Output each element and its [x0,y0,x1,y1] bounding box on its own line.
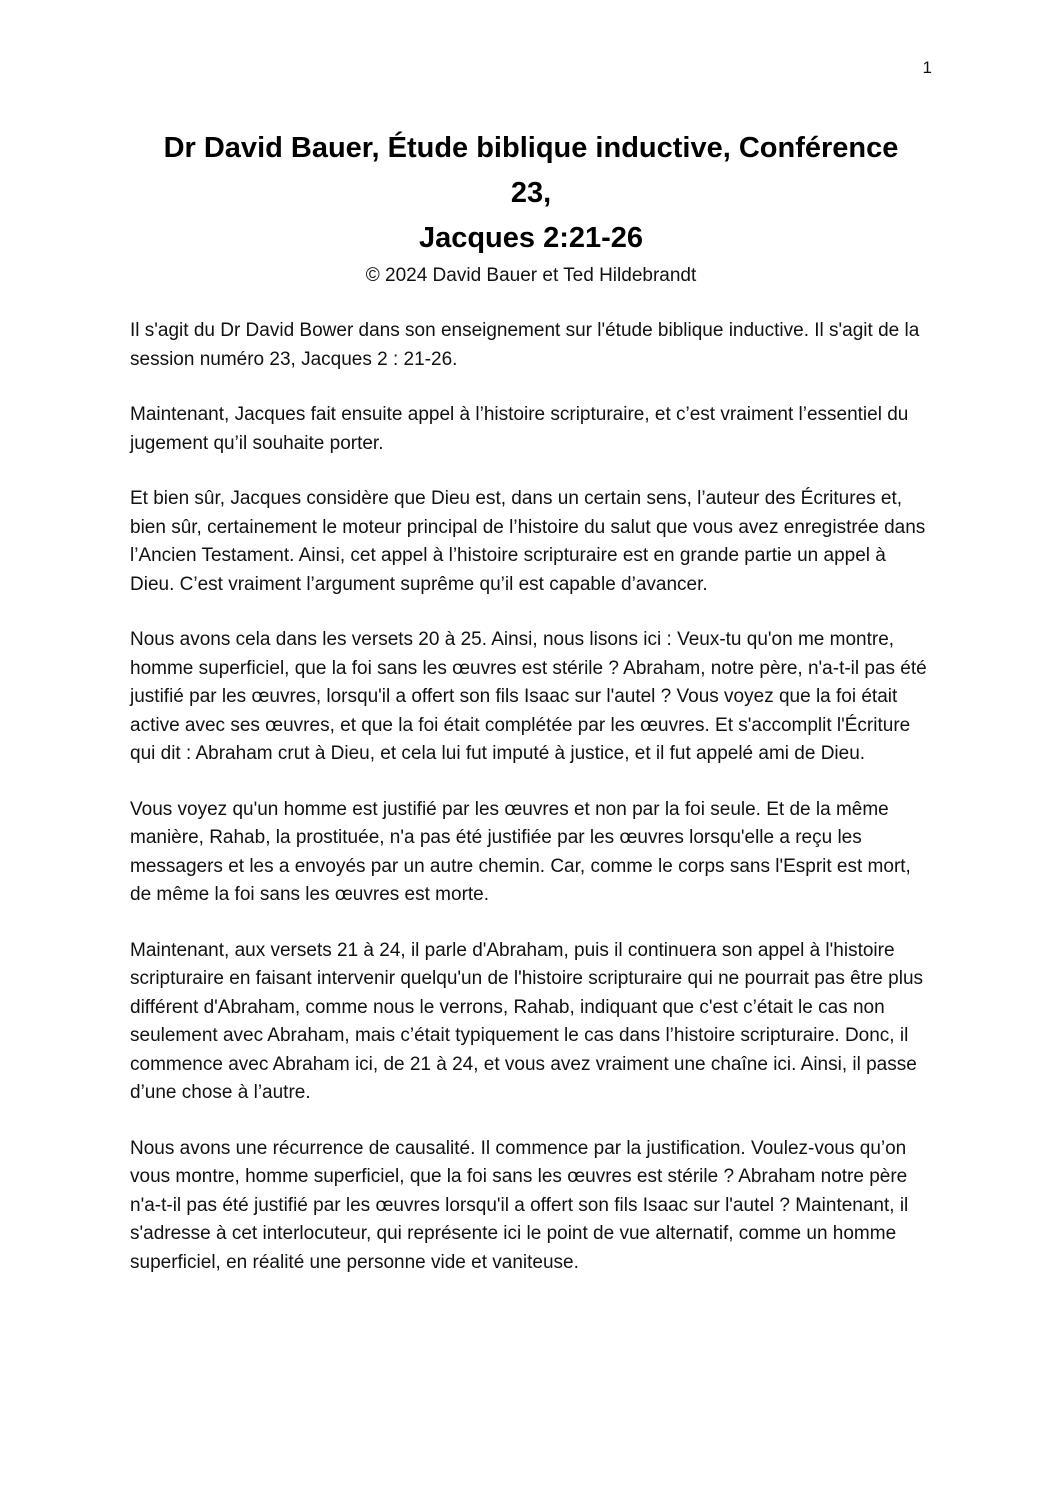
paragraph: Nous avons cela dans les versets 20 à 25. Ainsi, nous lisons ici : Veux-tu qu'on me montre, homme superficiel, que la foi sans les œuvres est stérile ? Abraham, notre père, n'a-t-il pas été justifié par les œuvres, lorsqu'il a offert son fils Isaac sur l'autel ? Vous voyez que la foi était active avec ses œuvres, et que la foi était complétée par les œuvres. Et s'accomplit l'Écriture qui dit : Abraham crut à Dieu, et cela lui fut imputé à justice, et il fut appelé ami de Dieu. [130,629,927,764]
paragraph: Et bien sûr, Jacques considère que Dieu est, dans un certain sens, l’auteur des Écritures et, bien sûr, certainement le moteur principal de l’histoire du salut que vous avez enregistrée dans l’Ancien Testament. Ainsi, cet appel à l’histoire scripturaire est en grande partie un appel à Dieu. C’est vraiment l’argument suprême qu’il est capable d’avancer. [130,488,926,595]
page-number: 1 [922,58,932,77]
title-line-3: Jacques 2:21-26 [418,222,644,254]
title-line-2: 23, [510,177,552,209]
copyright-line: © 2024 David Bauer et Ted Hildebrandt [365,265,697,286]
paragraph: Il s'agit du Dr David Bower dans son enseignement sur l'étude biblique inductive. Il s'agit de la session numéro 23, Jacques 2 : 21-26. [130,320,920,370]
document-body [130,317,932,1277]
paragraph: Maintenant, Jacques fait ensuite appel à l’histoire scripturaire, et c’est vraiment l’essentiel du jugement qu’il souhaite porter. [130,404,909,454]
paragraph: Vous voyez qu'un homme est justifié par les œuvres et non par la foi seule. Et de la même manière, Rahab, la prostituée, n'a pas été justifiée par les œuvres lorsqu'elle a reçu les messagers et les a envoyés par un autre chemin. Car, comme le corps sans l'Esprit est mort, de même la foi sans les œuvres est morte. [130,798,911,905]
paragraph: Nous avons une récurrence de causalité. Il commence par la justification. Voulez-vous qu’on vous montre, homme superficiel, que la foi sans les œuvres est stérile ? Abraham notre père n'a-t-il pas été justifié par les œuvres lorsqu'il a offert son fils Isaac sur l'autel ? Maintenant, il s'adresse à cet interlocuteur, qui représente ici le point de vue alternatif, comme un homme superficiel, en réalité une personne vide et vaniteuse. [130,1137,909,1273]
document-title [130,126,932,261]
paragraph: Maintenant, aux versets 21 à 24, il parle d'Abraham, puis il continuera son appel à l'histoire scripturaire en faisant intervenir quelqu'un de l'histoire scripturaire qui ne pourrait pas être plus différent d'Abraham, comme nous le verrons, Rahab, indiquant que c'est c’était le cas non seulement avec Abraham, mais c’était typiquement le cas dans l’histoire scripturaire. Donc, il commence avec Abraham ici, de 21 à 24, et vous avez vraiment une chaîne ici. Ainsi, il passe d’une chose à l’autre. [130,939,924,1103]
title-line-1: Dr David Bauer, Étude biblique inductive, Conférence [163,132,899,164]
page-content [130,126,932,1304]
